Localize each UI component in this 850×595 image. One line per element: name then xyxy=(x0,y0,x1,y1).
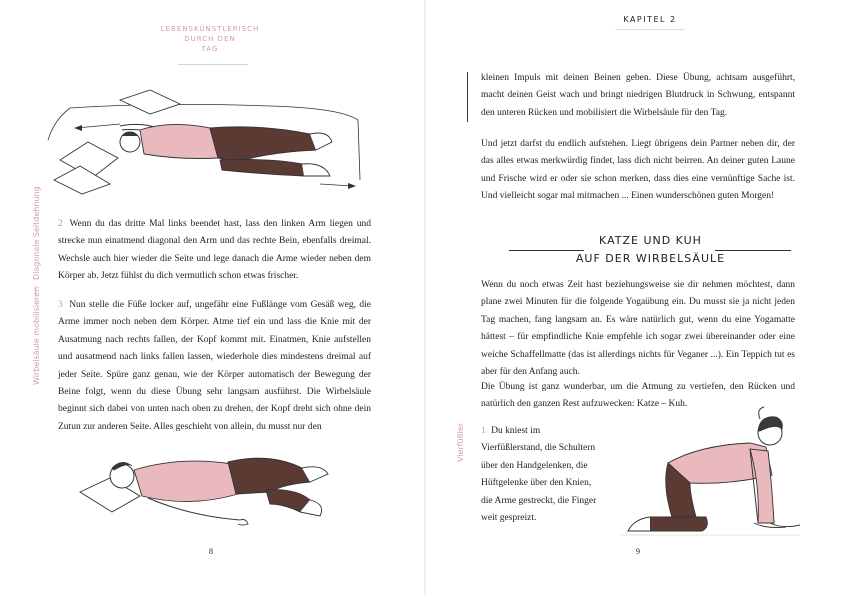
intro-paragraph: Wenn du noch etwas Zeit hast beziehungsweise sie dir nehmen möchtest, dann plane zwei Minuten für die folgende Yogaübung ein. Du musst sie ja nicht jeden Tag machen, fang langsam an. Es wäre natürlich gut, wenn du eine Yogamatte hättest – für empfindliche Knie empfehle ich sogar zwei übereinander oder eine weiche Schaffellmatte (das ist allerdings nichts für Veganer ...). Ein Teppich tut es aber für den Anfang auch. xyxy=(481,280,795,378)
continued-paragraph: kleinen Impuls mit deinen Beinen geben. Diese Übung, achtsam ausgeführt, macht deinen Geist wach und bringt niedrigen Blutdruck in Schwung, entspannt den unteren Rücken und mobilisiert die Wirbelsäule für den Tag. xyxy=(481,73,795,118)
running-head xyxy=(150,24,270,54)
page-number: 8 xyxy=(209,547,213,556)
step-1-paragraph xyxy=(481,423,599,527)
chapter-label: KAPITEL 2 xyxy=(623,15,677,24)
right-page xyxy=(425,0,850,595)
running-head-rule xyxy=(178,64,248,65)
step-number: 2 xyxy=(58,219,63,229)
step-text: Du kniest im Vierfüßlerstand, die Schultern über den Handgelenken, die Hüftgelenke über den Knien, die Arme gestreckt, die Finger weit gespreizt. xyxy=(481,426,597,524)
running-head-line: TAG xyxy=(201,45,219,53)
margin-rule xyxy=(467,72,468,122)
chapter-rule xyxy=(615,29,685,30)
illustration-spinal-twist xyxy=(70,434,350,534)
step-number: 3 xyxy=(58,300,63,310)
side-label-spine: Wirbelsäule mobilisieren xyxy=(32,286,41,385)
illustration-tabletop-pose xyxy=(610,405,805,540)
side-label-diagonal: Diagonale Seitdehnung xyxy=(32,186,41,280)
side-label-quadruped: Vierfüßler xyxy=(456,422,465,462)
step-number: 1 xyxy=(481,426,486,436)
step-3-paragraph xyxy=(58,297,371,436)
section-heading-line: AUF DER WIRBELSÄULE xyxy=(575,252,726,265)
step-text: Wenn du das dritte Mal links beendet hast, lass den linken Arm liegen und strecke nun einatmend diagonal den Arm und das rechte Bein, ebenfalls dreimal. Wechsle auch hier wieder die Seite und lege danach die Arme wieder neben dem Körper ab. Jetzt fühlst du dich vermutlich schon etwas frischer. xyxy=(58,219,371,282)
section-heading-line: KATZE UND KUH xyxy=(599,234,702,247)
step-text: Nun stelle die Füße locker auf, ungefähr eine Fußlänge vom Gesäß weg, die Arme immer noch neben dem Körper. Atme tief ein und lass die Knie mit der Ausatmung nach rechts fallen, der Kopf kommt mit. Einatmen, Knie aufstellen und ausatmend nach links fallen lassen, wiederhole dies mindestens dreimal auf jeder Seite. Spüre ganz genau, wie der Körper automatisch der Bewegung der Beine folgt, wenn du diese Übung sehr langsam ausführst. Die Wirbelsäule beginnt sich dabei von unten nach oben zu drehen, der Kopf dreht sich ohne dein Zutun zur anderen Seite. Alles geschieht von allein, du musst nur den xyxy=(58,300,371,432)
running-head-line: DURCH DEN xyxy=(184,35,236,43)
heading-rule-right xyxy=(715,250,791,251)
step-2-paragraph xyxy=(58,216,371,286)
illustration-diagonal-stretch xyxy=(40,80,370,195)
partner-paragraph: Und jetzt darfst du endlich aufstehen. Liegt übrigens dein Partner neben dir, der das alles etwas merkwürdig findet, lass dich nicht beirren. An deiner guten Laune und Frische wird er oder sie schon merken, dass dies eine vernünftige Sache ist. Und vielleicht sogar mal mitmachen ... Einen wunderschönen guten Morgen! xyxy=(481,139,795,202)
page-number: 9 xyxy=(636,547,640,556)
running-head-line: LEBENSKÜNSTLERISCH xyxy=(160,25,260,33)
intro-paragraph-2: Die Übung ist ganz wunderbar, um die Atmung zu vertiefen, den Rücken und natürlich den ganzen Rest aufzuwecken: Katze – Kuh. xyxy=(481,382,795,410)
